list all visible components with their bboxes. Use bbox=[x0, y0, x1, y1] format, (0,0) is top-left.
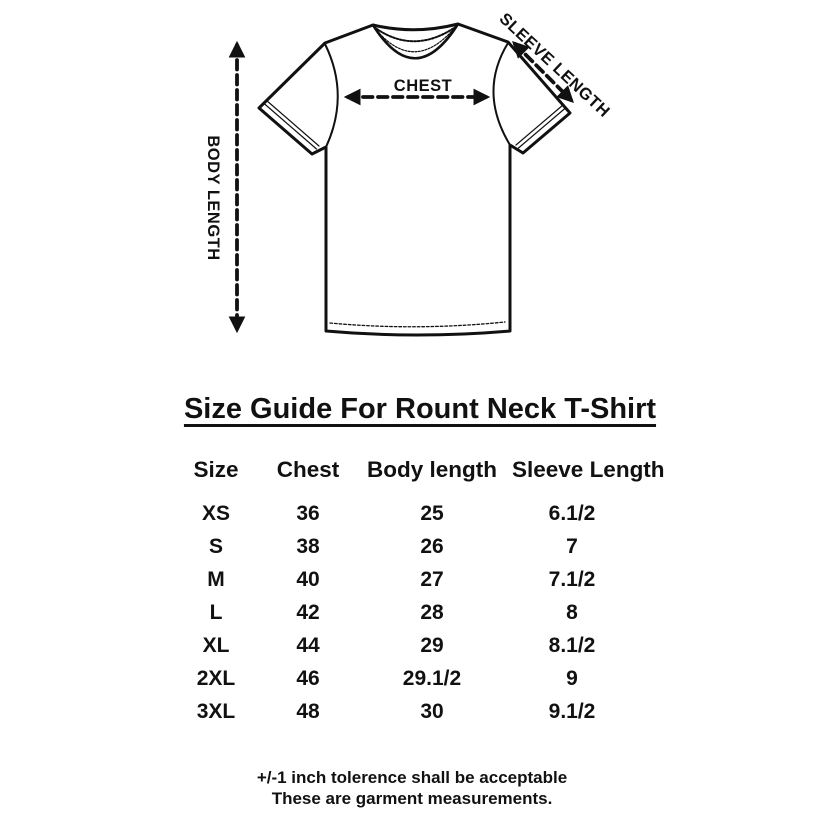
measurement-note: These are garment measurements. bbox=[271, 789, 553, 808]
footer-note bbox=[0, 767, 824, 809]
tshirt-diagram bbox=[0, 0, 840, 380]
chest-label: CHEST bbox=[393, 77, 453, 95]
cell-size: L bbox=[209, 600, 223, 624]
cell-chest: 48 bbox=[296, 699, 320, 723]
cell-body-length: 29.1/2 bbox=[402, 666, 462, 690]
table-row-xl bbox=[168, 629, 632, 662]
cell-sleeve-length: 6.1/2 bbox=[548, 501, 596, 525]
table-header-row bbox=[168, 453, 665, 487]
table-row-xs bbox=[168, 497, 632, 530]
tolerance-note: +/-1 inch tolerence shall be acceptable bbox=[256, 768, 568, 787]
cell-body-length: 27 bbox=[420, 567, 444, 591]
page-title bbox=[0, 393, 840, 426]
cell-body-length: 28 bbox=[420, 600, 444, 624]
cell-sleeve-length: 9 bbox=[566, 666, 578, 690]
table-row-l bbox=[168, 596, 632, 629]
cell-sleeve-length: 8 bbox=[566, 600, 578, 624]
cell-size: S bbox=[208, 534, 223, 558]
column-header-chest: Chest bbox=[276, 457, 340, 482]
cell-sleeve-length: 7.1/2 bbox=[548, 567, 596, 591]
cell-chest: 40 bbox=[296, 567, 320, 591]
cell-sleeve-length: 7 bbox=[566, 534, 578, 558]
column-header-size: Size bbox=[193, 457, 239, 482]
column-header-sleeve-length: Sleeve Length bbox=[512, 457, 665, 482]
cell-chest: 44 bbox=[296, 633, 320, 657]
cell-size: XS bbox=[201, 501, 230, 525]
cell-size: XL bbox=[202, 633, 230, 657]
size-table bbox=[168, 453, 665, 728]
cell-body-length: 25 bbox=[420, 501, 444, 525]
table-row-m bbox=[168, 563, 632, 596]
cell-body-length: 29 bbox=[420, 633, 444, 657]
right-armhole-seam bbox=[493, 43, 510, 145]
table-row-2xl bbox=[168, 662, 632, 695]
cell-sleeve-length: 8.1/2 bbox=[548, 633, 596, 657]
left-armhole-seam bbox=[325, 44, 338, 147]
left-cuff-stitch bbox=[264, 100, 320, 149]
tshirt-outline bbox=[259, 24, 570, 335]
cell-body-length: 30 bbox=[420, 699, 444, 723]
body-length-label: BODY LENGTH bbox=[204, 135, 222, 261]
cell-chest: 42 bbox=[296, 600, 320, 624]
cell-chest: 46 bbox=[296, 666, 320, 690]
cell-size: M bbox=[207, 567, 225, 591]
page-title-text: Size Guide For Rount Neck T-Shirt bbox=[183, 393, 657, 425]
cell-size: 3XL bbox=[196, 699, 236, 723]
column-header-body-length: Body length bbox=[367, 457, 497, 482]
table-row-s bbox=[168, 530, 632, 563]
cell-size: 2XL bbox=[196, 666, 236, 690]
sleeve-length-label: SLEEVE LENGTH bbox=[495, 9, 614, 122]
cell-sleeve-length: 9.1/2 bbox=[548, 699, 596, 723]
cell-chest: 36 bbox=[296, 501, 320, 525]
hem-stitch bbox=[330, 322, 505, 327]
table-row-3xl bbox=[168, 695, 632, 728]
cell-chest: 38 bbox=[296, 534, 320, 558]
cell-body-length: 26 bbox=[420, 534, 444, 558]
right-cuff-stitch bbox=[516, 105, 566, 148]
